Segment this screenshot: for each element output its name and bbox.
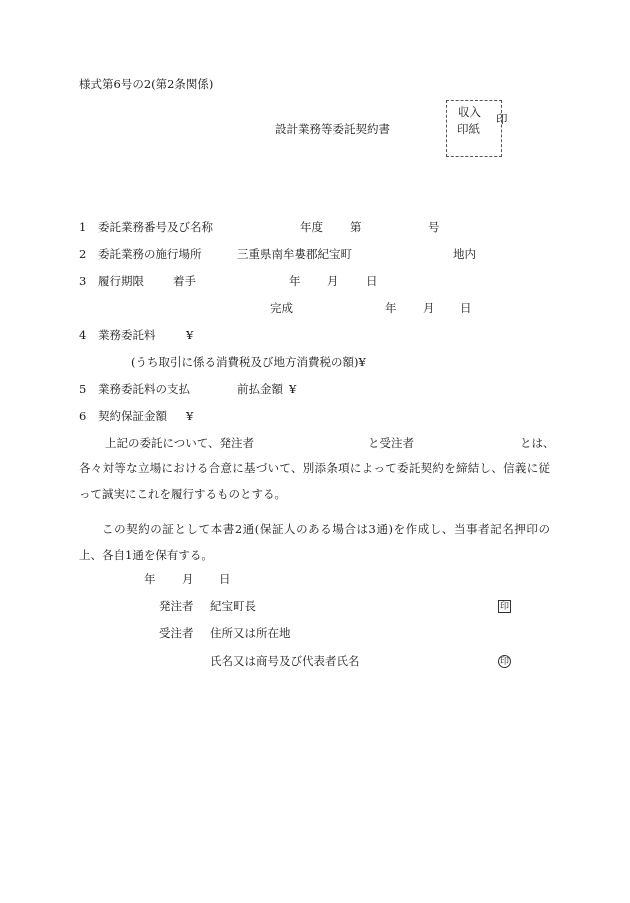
date-year: 年 <box>144 572 156 586</box>
form-number: 様式第6号の2(第2条関係) <box>79 77 214 91</box>
contractor-seal-icon: 印 <box>499 657 509 667</box>
item-3-start-day: 日 <box>366 274 378 288</box>
body-p1-end: とは、 <box>520 436 555 450</box>
item-1-go: 号 <box>428 220 440 234</box>
item-6-label: 契約保証金額 <box>98 409 167 423</box>
item-3-finish-month: 月 <box>423 301 435 315</box>
orderer-seal-icon: 印 <box>499 602 509 612</box>
item-2-place: 三重県南牟婁郡紀宝町 <box>237 247 352 261</box>
orderer-name: 紀宝町長 <box>210 599 256 613</box>
contractor-address: 住所又は所在地 <box>210 626 291 640</box>
item-3-label: 履行期限 <box>98 274 144 288</box>
item-5-yen: ¥ <box>289 382 297 396</box>
item-6-yen: ¥ <box>186 409 194 423</box>
date-month: 月 <box>182 572 194 586</box>
revenue-stamp-label-1: 収入 <box>458 105 481 119</box>
item-1-fiscal-year: 年度 <box>300 220 323 234</box>
document-title: 設計業務等委託契約書 <box>275 122 390 136</box>
item-2-number: 2 <box>79 247 87 261</box>
item-2-suffix: 地内 <box>453 247 476 261</box>
item-3-start-year: 年 <box>289 274 301 288</box>
item-5-label: 業務委託料の支払 <box>98 382 190 396</box>
item-4-yen: ¥ <box>186 328 194 342</box>
body-p1-start: 上記の委託について、発注者 <box>105 436 255 450</box>
revenue-stamp-seal: 印 <box>496 112 508 126</box>
orderer-label: 発注者 <box>159 599 194 613</box>
item-5-number: 5 <box>79 382 87 396</box>
item-3-finish-year: 年 <box>385 301 397 315</box>
item-5-advance-label: 前払金額 <box>237 382 283 396</box>
item-3-number: 3 <box>79 274 87 288</box>
item-1-dai: 第 <box>350 220 362 234</box>
item-4-tax-note: (うち取引に係る消費税及び地方消費税の額)¥ <box>131 355 366 369</box>
item-1-label: 委託業務番号及び名称 <box>98 220 213 234</box>
item-6-number: 6 <box>79 409 87 423</box>
contractor-name: 氏名又は商号及び代表者氏名 <box>210 654 360 668</box>
body-p1-rest: 各々対等な立場における合意に基づいて、別添条項によって委託契約を締結し、信義に従って誠実にこれを履行するものとする。 <box>79 461 550 501</box>
item-3-finish-label: 完成 <box>270 301 293 315</box>
item-3-start-label: 着手 <box>173 274 196 288</box>
item-4-number: 4 <box>79 328 87 342</box>
date-day: 日 <box>219 572 231 586</box>
contractor-label: 受注者 <box>159 626 194 640</box>
item-2-label: 委託業務の施行場所 <box>98 247 202 261</box>
body-p2: この契約の証として本書2通(保証人のある場合は3通)を作成し、当事者記名押印の上、各自1通を保有する。 <box>79 522 550 562</box>
item-3-finish-day: 日 <box>460 301 472 315</box>
item-1-number: 1 <box>79 220 87 234</box>
item-3-start-month: 月 <box>327 274 339 288</box>
item-4-label: 業務委託料 <box>98 328 156 342</box>
revenue-stamp-label-2: 印紙 <box>457 122 480 136</box>
body-p1-mid: と受注者 <box>368 436 414 450</box>
